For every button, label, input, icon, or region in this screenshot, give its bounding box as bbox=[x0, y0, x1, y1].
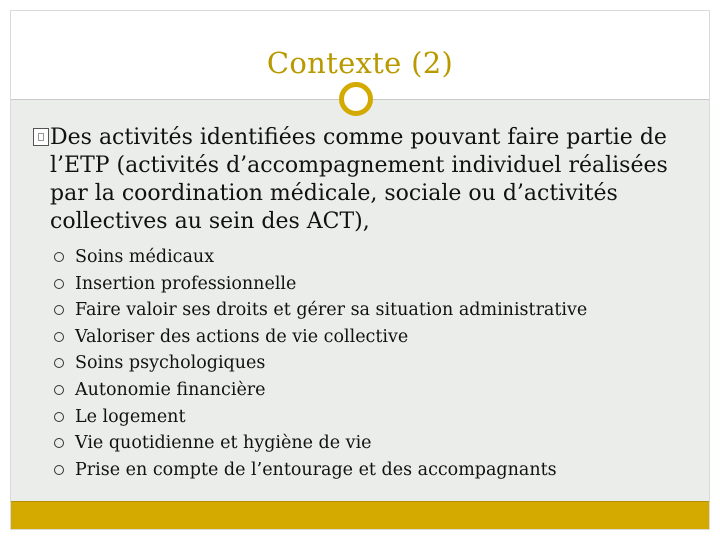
circle-bullet-icon bbox=[54, 438, 64, 448]
list-item-text: Prise en compte de l’entourage et des accompagnants bbox=[75, 459, 557, 480]
list-item-text: Soins psychologiques bbox=[75, 353, 266, 374]
circle-bullet-icon bbox=[54, 305, 64, 315]
square-bullet-icon bbox=[33, 128, 49, 146]
list-item-text: Faire valoir ses droits et gérer sa situation administrative bbox=[75, 300, 588, 321]
slide-title: Contexte (2) bbox=[266, 46, 454, 80]
circle-bullet-icon bbox=[54, 332, 64, 342]
circle-bullet-icon bbox=[54, 412, 64, 422]
circle-bullet-icon bbox=[54, 252, 64, 262]
list-item bbox=[54, 377, 684, 404]
list-item bbox=[54, 430, 684, 457]
list-item-text: Autonomie financière bbox=[75, 379, 266, 400]
list-item-text: Vie quotidienne et hygiène de vie bbox=[75, 433, 372, 454]
sub-bullet-list bbox=[54, 244, 684, 483]
list-item bbox=[54, 404, 684, 431]
list-item bbox=[54, 457, 684, 484]
circle-bullet-icon bbox=[54, 358, 64, 368]
list-item-text: Le logement bbox=[75, 406, 186, 427]
list-item-text: Soins médicaux bbox=[75, 247, 215, 267]
bottom-accent-bar bbox=[11, 501, 709, 529]
circle-bullet-icon bbox=[54, 385, 64, 395]
circle-ornament-icon bbox=[339, 82, 373, 116]
circle-bullet-icon bbox=[54, 279, 64, 289]
list-item bbox=[54, 244, 684, 271]
list-item bbox=[54, 271, 684, 298]
list-item-text: Insertion professionnelle bbox=[75, 273, 297, 294]
list-item-text: Valoriser des actions de vie collective bbox=[75, 326, 409, 347]
list-item bbox=[54, 324, 684, 351]
list-item bbox=[54, 297, 684, 324]
circle-bullet-icon bbox=[54, 465, 64, 475]
main-bullet-text: Des activités identifiées comme pouvant faire partie de l’ETP (activités d’accompagnement individuel réalisées par la coordination médicale, sociale ou d’activités collectives au sein des ACT), bbox=[50, 125, 668, 234]
list-item bbox=[54, 350, 684, 377]
